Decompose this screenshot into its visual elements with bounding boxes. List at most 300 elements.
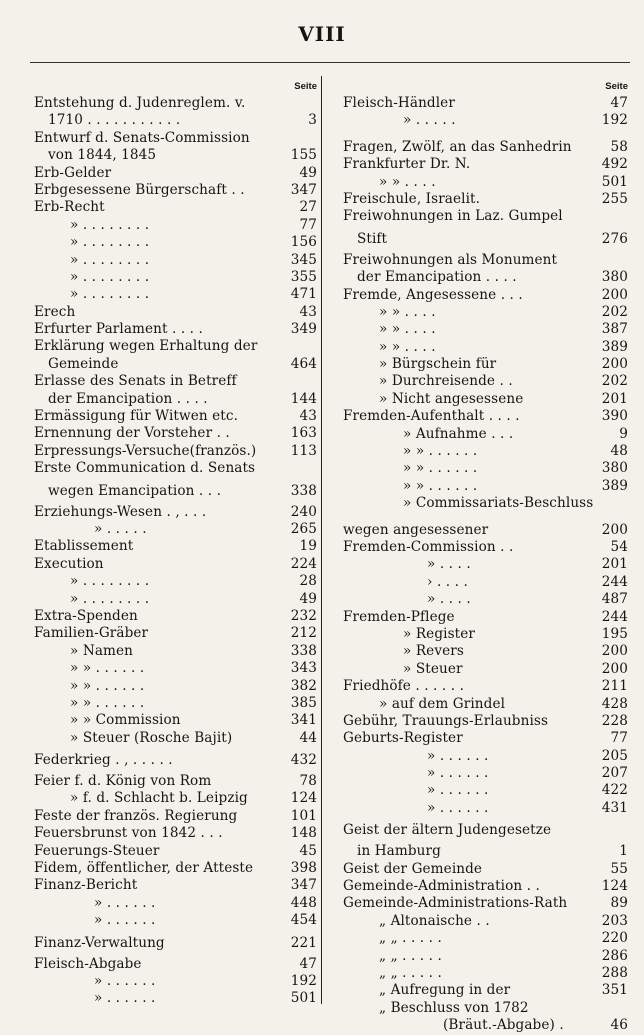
index-entry <box>34 912 317 929</box>
entry-term: » Bürgschein für <box>379 356 497 373</box>
index-entry <box>34 252 317 269</box>
entry-page: 212 <box>290 625 317 642</box>
entry-term: » . . . . . . <box>427 747 489 764</box>
entry-page: 27 <box>299 199 317 216</box>
entry-page: 211 <box>601 678 628 695</box>
index-entry <box>34 234 317 251</box>
entry-term: Gebühr, Trauungs-Erlaubniss <box>343 712 549 729</box>
entry-term: » . . . . . . . . <box>70 268 150 285</box>
index-entry <box>34 730 317 747</box>
index-entry <box>34 538 317 555</box>
entry-term: wegen Emancipation . . . <box>48 482 222 499</box>
entry-page: 422 <box>601 782 628 799</box>
index-entry <box>34 643 317 660</box>
index-entry <box>343 730 628 747</box>
entry-term: Etablissement <box>34 538 134 555</box>
index-entry <box>34 147 317 164</box>
entry-term: Erklärung wegen Erhaltung der <box>34 338 258 355</box>
index-entry <box>34 808 317 825</box>
entry-term: Fremde, Angesessene . . . <box>343 286 523 303</box>
entry-term: (Bräut.-Abgabe) . <box>443 1017 564 1034</box>
index-entry <box>343 304 628 321</box>
entry-page: 389 <box>601 477 628 494</box>
entry-page: 244 <box>601 573 628 590</box>
index-entry <box>343 321 628 338</box>
entry-term: „ Beschluss von 1782 <box>379 999 529 1016</box>
entry-term: » Revers <box>403 643 464 660</box>
entry-term: von 1844, 1845 <box>48 147 157 164</box>
entry-page: 202 <box>601 373 628 390</box>
entry-term: » . . . . . . . . <box>70 286 150 303</box>
entry-term: » . . . . . . <box>94 912 156 929</box>
entry-term: Execution <box>34 555 104 572</box>
entry-term: » » . . . . <box>379 173 436 190</box>
entry-term: » . . . . . . <box>427 765 489 782</box>
entry-page: 48 <box>610 443 628 460</box>
entry-page: 113 <box>290 442 317 459</box>
index-entry <box>34 860 317 877</box>
spacer <box>343 513 628 522</box>
index-entry <box>34 165 317 182</box>
entry-term: » » . . . . . . <box>70 677 145 694</box>
entry-page: 200 <box>601 286 628 303</box>
entry-term: Federkrieg . , . . . . . <box>34 752 173 769</box>
entry-page: 240 <box>290 503 317 520</box>
index-entry <box>34 460 317 477</box>
header-rule <box>30 62 630 63</box>
index-entry <box>34 112 317 129</box>
entry-term: Finanz-Verwaltung <box>34 934 165 951</box>
index-entry <box>34 425 317 442</box>
entry-term: » . . . . . . . . <box>70 251 150 268</box>
entry-term: » . . . . . . <box>427 782 489 799</box>
entry-page: 205 <box>601 747 628 764</box>
left-entries <box>34 95 317 1008</box>
index-entry <box>343 861 628 878</box>
index-entry <box>34 956 317 973</box>
entry-term: » . . . . . . . . <box>70 573 150 590</box>
entry-term: » . . . . . . . . <box>70 590 150 607</box>
index-entry <box>343 156 628 173</box>
entry-page: 43 <box>299 408 317 425</box>
entry-page: 207 <box>601 765 628 782</box>
entry-page: 428 <box>601 695 628 712</box>
entry-page: 49 <box>299 164 317 181</box>
entry-term: » . . . . <box>427 556 471 573</box>
entry-page: 49 <box>299 590 317 607</box>
entry-term: » Namen <box>70 642 134 659</box>
entry-page: 89 <box>610 895 628 912</box>
index-entry <box>343 626 628 643</box>
entry-page: 77 <box>610 730 628 747</box>
entry-term: » » . . . . <box>379 338 436 355</box>
entry-term: » » . . . . <box>379 303 436 320</box>
index-entry <box>343 426 628 443</box>
index-entry <box>34 695 317 712</box>
entry-term: Gemeinde-Administration . . <box>343 878 540 895</box>
entry-term: » » . . . . . . <box>403 460 478 477</box>
entry-term: » » . . . . . . <box>70 694 145 711</box>
index-entry <box>34 573 317 590</box>
index-entry <box>343 782 628 799</box>
index-entry <box>34 182 317 199</box>
index-entry <box>343 878 628 895</box>
entry-term: » . . . . . . . . <box>70 234 150 251</box>
entry-page: 244 <box>601 608 628 625</box>
entry-page: 351 <box>601 982 628 999</box>
index-entry <box>343 1000 628 1017</box>
entry-page: 201 <box>601 556 628 573</box>
entry-page: 380 <box>601 460 628 477</box>
entry-page: 355 <box>290 268 317 285</box>
index-entry <box>34 678 317 695</box>
index-entry <box>343 930 628 947</box>
entry-page: 46 <box>610 1017 628 1034</box>
index-entry <box>343 843 628 860</box>
index-entry <box>34 373 317 390</box>
entry-page: 232 <box>290 607 317 624</box>
entry-term: Feuersbrunst von 1842 . . . <box>34 825 223 842</box>
entry-term: 1710 . . . . . . . . . . . <box>48 112 181 129</box>
entry-term: „ Aufregung in der <box>379 982 511 999</box>
index-entry <box>343 95 628 112</box>
entry-term: Erb-Recht <box>34 199 105 216</box>
entry-term: » . . . . . . . . <box>70 216 150 233</box>
index-entry <box>34 504 317 521</box>
entry-term: › . . . . <box>427 573 468 590</box>
entry-term: » Aufnahme . . . <box>403 425 514 442</box>
index-entry <box>343 522 628 539</box>
entry-page: 200 <box>601 660 628 677</box>
index-entry <box>34 199 317 216</box>
entry-term: Fidem, öffentlicher, der Atteste <box>34 860 254 877</box>
entry-page: 124 <box>601 878 628 895</box>
entry-term: » auf dem Grindel <box>379 695 506 712</box>
entry-page: 155 <box>290 147 317 164</box>
entry-term: Fragen, Zwölf, an das Sanhedrin <box>343 138 572 155</box>
entry-term: Geist der ältern Judengesetze <box>343 822 552 839</box>
entry-page: 3 <box>308 112 317 129</box>
entry-page: 224 <box>290 555 317 572</box>
entry-page: 492 <box>601 156 628 173</box>
entry-term: Geburts-Register <box>343 730 463 747</box>
entry-page: 341 <box>290 712 317 729</box>
entry-page: 144 <box>290 390 317 407</box>
index-entry <box>343 287 628 304</box>
entry-term: Frankfurter Dr. N. <box>343 156 471 173</box>
entry-page: 487 <box>601 591 628 608</box>
entry-page: 255 <box>601 190 628 207</box>
entry-term: Erlasse des Senats in Betreff <box>34 373 237 390</box>
entry-page: 163 <box>290 425 317 442</box>
entry-term: Fleisch-Abgabe <box>34 955 142 972</box>
index-entry <box>343 982 628 999</box>
entry-term: Feier f. d. König von Rom <box>34 773 212 790</box>
entry-page: 276 <box>601 230 628 247</box>
index-entry <box>343 913 628 930</box>
entry-page: 101 <box>290 807 317 824</box>
index-entry <box>343 948 628 965</box>
entry-term: Geist der Gemeinde <box>343 860 483 877</box>
entry-page: 431 <box>601 799 628 816</box>
entry-term: Ermässigung für Witwen etc. <box>34 408 238 425</box>
entry-page: 501 <box>290 990 317 1007</box>
index-entry <box>343 609 628 626</box>
entry-term: Freiwohnungen in Laz. Gumpel <box>343 208 563 225</box>
index-entry <box>343 765 628 782</box>
entry-term: » » Commission <box>70 712 181 729</box>
entry-page: 464 <box>290 355 317 372</box>
index-entry <box>343 408 628 425</box>
entry-page: 45 <box>299 842 317 859</box>
entry-page: 195 <box>601 625 628 642</box>
entry-page: 43 <box>299 303 317 320</box>
index-entry <box>343 112 628 129</box>
entry-page: 454 <box>290 912 317 929</box>
entry-page: 347 <box>290 181 317 198</box>
index-entry <box>343 373 628 390</box>
entry-page: 58 <box>610 138 628 155</box>
index-entry <box>343 252 628 269</box>
entry-page: 156 <box>290 234 317 251</box>
entry-term: » f. d. Schlacht b. Leipzig <box>70 790 248 807</box>
index-entry <box>343 678 628 695</box>
index-entry <box>343 443 628 460</box>
index-entry <box>343 356 628 373</box>
entry-term: Stift <box>357 230 388 247</box>
entry-page: 501 <box>601 173 628 190</box>
index-entry <box>343 661 628 678</box>
entry-term: » » . . . . <box>379 321 436 338</box>
entry-term: Feuerungs-Steuer <box>34 842 160 859</box>
index-entry <box>343 696 628 713</box>
index-entry <box>34 825 317 842</box>
entry-term: der Emancipation . . . . <box>357 269 517 286</box>
entry-term: » Register <box>403 625 475 642</box>
entry-page: 200 <box>601 643 628 660</box>
index-entry <box>343 591 628 608</box>
entry-term: Feste der französ. Regierung <box>34 807 238 824</box>
index-entry <box>34 356 317 373</box>
entry-page: 347 <box>290 877 317 894</box>
entry-term: Ernennung der Vorsteher . . <box>34 425 230 442</box>
index-entry <box>343 478 628 495</box>
entry-page: 192 <box>601 112 628 129</box>
entry-term: Entstehung d. Judenreglem. v. <box>34 95 246 111</box>
entry-page: 343 <box>290 660 317 677</box>
spacer <box>343 130 628 139</box>
entry-page: 349 <box>290 321 317 338</box>
index-entry <box>34 391 317 408</box>
entry-page: 385 <box>290 694 317 711</box>
index-entry <box>343 208 628 225</box>
entry-term: Gemeinde <box>48 355 119 372</box>
entry-term: Erb-Gelder <box>34 164 112 181</box>
entry-term: Erech <box>34 303 76 320</box>
index-entry <box>34 269 317 286</box>
entry-term: » Steuer <box>403 660 463 677</box>
index-entry <box>34 625 317 642</box>
entry-term: » . . . . . . <box>94 972 156 989</box>
entry-term: Fremden-Aufenthalt . . . . <box>343 408 520 425</box>
entry-term: » Commissariats-Beschluss <box>403 495 594 512</box>
entry-page: 286 <box>601 947 628 964</box>
index-entry <box>343 713 628 730</box>
entry-term: Entwurf d. Senats-Commission <box>34 129 250 146</box>
entry-term: Erfurter Parlament . . . . <box>34 321 203 338</box>
entry-page: 124 <box>290 790 317 807</box>
index-entry <box>343 139 628 156</box>
entry-page: 28 <box>299 573 317 590</box>
entry-page: 228 <box>601 712 628 729</box>
index-entry <box>34 930 317 956</box>
entry-page: 220 <box>601 930 628 947</box>
index-entry <box>34 790 317 807</box>
entry-term: » Durchreisende . . <box>379 373 513 390</box>
index-entry <box>343 174 628 191</box>
entry-page: 9 <box>619 425 628 442</box>
entry-term: Fleisch-Händler <box>343 95 455 111</box>
index-entry <box>34 408 317 425</box>
entry-term: Freiwohnungen als Monument <box>343 251 558 268</box>
index-entry <box>34 591 317 608</box>
index-entry <box>343 391 628 408</box>
entry-page: 55 <box>610 860 628 877</box>
index-entry <box>343 895 628 912</box>
index-entry <box>343 643 628 660</box>
entry-term: „ „ . . . . . <box>379 930 442 947</box>
entry-page: 265 <box>290 520 317 537</box>
index-entry <box>343 191 628 208</box>
entry-term: Fremden-Pflege <box>343 608 455 625</box>
entry-page: 78 <box>299 773 317 790</box>
entry-page: 44 <box>299 729 317 746</box>
entry-term: „ „ . . . . . <box>379 947 442 964</box>
entry-term: wegen angesessener <box>343 521 489 538</box>
entry-term: Erbgesessene Bürgerschaft . . <box>34 181 245 198</box>
entry-page: 387 <box>601 321 628 338</box>
page-number: VIII <box>298 22 346 46</box>
index-entry <box>34 990 317 1007</box>
index-entry <box>34 95 317 112</box>
index-entry <box>34 973 317 990</box>
entry-page: 203 <box>601 912 628 929</box>
seite-label-right: Seite <box>605 81 628 92</box>
entry-term: Familien-Gräber <box>34 625 149 642</box>
entry-page: 192 <box>290 972 317 989</box>
index-entry <box>34 660 317 677</box>
entry-term: „ Altonaische . . <box>379 912 490 929</box>
entry-page: 1 <box>619 843 628 860</box>
entry-page: 345 <box>290 251 317 268</box>
index-entry <box>343 965 628 982</box>
index-entry <box>34 877 317 894</box>
entry-term: » Nicht angesessene <box>379 390 524 407</box>
right-entries <box>343 95 628 1035</box>
index-entry <box>343 495 628 512</box>
index-entry <box>34 478 317 504</box>
entry-term: Gemeinde-Administrations-Rath <box>343 895 568 912</box>
index-entry <box>343 339 628 356</box>
entry-term: Extra-Spenden <box>34 607 138 624</box>
index-entry <box>343 574 628 591</box>
entry-term: Freischule, Israelit. <box>343 190 481 207</box>
entry-page: 148 <box>290 825 317 842</box>
entry-term: Finanz-Bericht <box>34 877 138 894</box>
entry-term: » » . . . . . . <box>70 660 145 677</box>
entry-term: der Emancipation . . . . <box>48 390 208 407</box>
entry-page: 390 <box>601 408 628 425</box>
entry-page: 200 <box>601 521 628 538</box>
entry-page: 398 <box>290 860 317 877</box>
column-divider <box>321 76 322 1004</box>
index-column-left <box>34 78 317 1008</box>
index-entry <box>34 130 317 147</box>
index-entry <box>343 460 628 477</box>
index-entry <box>343 800 628 817</box>
index-entry <box>343 748 628 765</box>
index-entry <box>34 443 317 460</box>
entry-page: 380 <box>601 269 628 286</box>
entry-term: » . . . . . <box>94 520 147 537</box>
entry-page: 202 <box>601 303 628 320</box>
entry-term: » . . . . <box>427 591 471 608</box>
index-entry <box>34 747 317 773</box>
entry-page: 338 <box>290 482 317 499</box>
entry-page: 288 <box>601 964 628 981</box>
index-entry <box>34 895 317 912</box>
entry-page: 338 <box>290 642 317 659</box>
entry-page: 47 <box>610 95 628 111</box>
entry-term: » » . . . . . . <box>403 477 478 494</box>
entry-term: Erziehungs-Wesen . , . . . <box>34 503 207 520</box>
index-entry <box>34 712 317 729</box>
entry-term: » . . . . . <box>403 112 456 129</box>
entry-page: 382 <box>290 677 317 694</box>
index-entry <box>34 556 317 573</box>
index-entry <box>343 556 628 573</box>
index-entry <box>34 521 317 538</box>
index-entry <box>343 269 628 286</box>
index-entry <box>343 817 628 843</box>
entry-term: » Steuer (Rosche Bajit) <box>70 729 233 746</box>
entry-page: 77 <box>299 216 317 233</box>
entry-page: 19 <box>299 538 317 555</box>
entry-term: in Hamburg <box>357 843 441 860</box>
entry-page: 54 <box>610 538 628 555</box>
index-entry <box>34 321 317 338</box>
index-entry <box>34 843 317 860</box>
entry-term: » . . . . . . <box>427 799 489 816</box>
index-entry <box>34 338 317 355</box>
index-column-right <box>343 78 628 1035</box>
seite-label-left: Seite <box>294 81 317 92</box>
index-entry <box>343 226 628 252</box>
entry-term: » . . . . . . <box>94 990 156 1007</box>
entry-page: 432 <box>290 752 317 769</box>
entry-term: Friedhöfe . . . . . . <box>343 678 464 695</box>
entry-term: Erste Communication d. Senats <box>34 460 256 477</box>
entry-page: 471 <box>290 286 317 303</box>
index-entry <box>343 539 628 556</box>
entry-term: » » . . . . . . <box>403 443 478 460</box>
entry-page: 389 <box>601 338 628 355</box>
entry-term: Erpressungs-Versuche(französ.) <box>34 442 257 459</box>
entry-page: 47 <box>299 955 317 972</box>
entry-page: 448 <box>290 894 317 911</box>
entry-page: 201 <box>601 390 628 407</box>
index-entry <box>34 773 317 790</box>
